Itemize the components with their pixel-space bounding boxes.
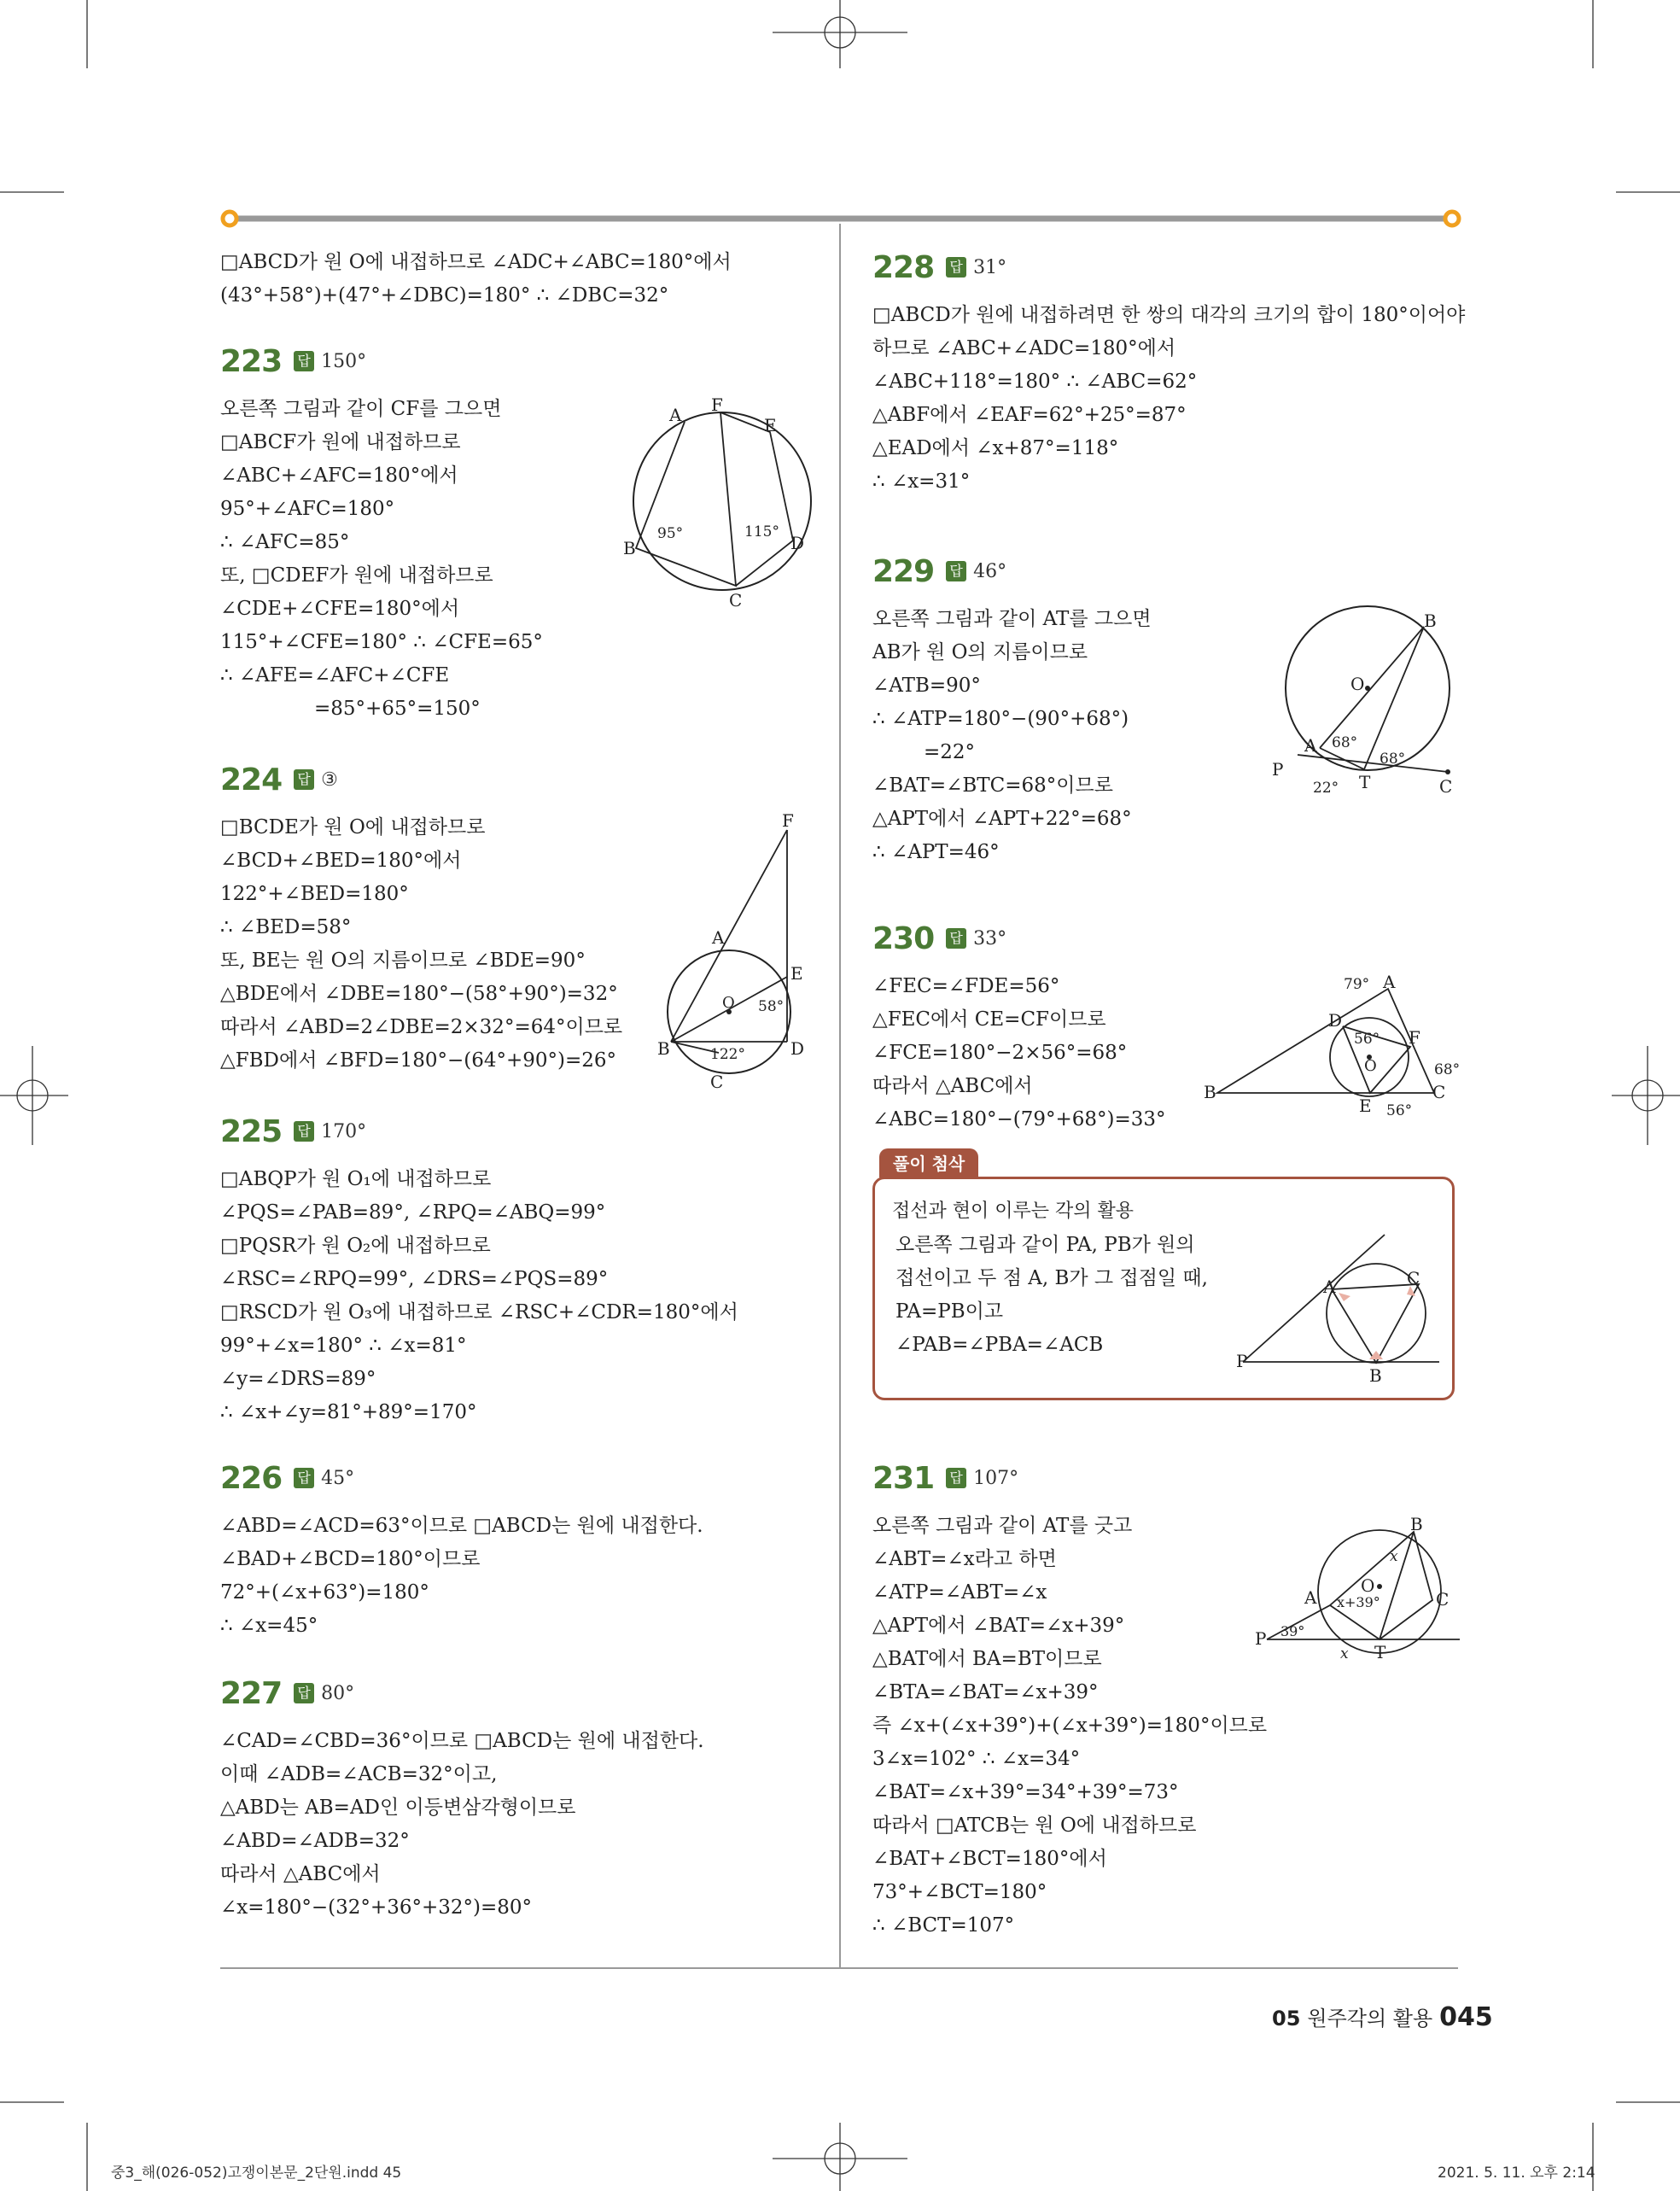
angle-label: x: [1390, 1548, 1398, 1565]
point-label: A: [1383, 972, 1396, 992]
point-label: O: [1361, 1575, 1375, 1596]
point-label: O: [1364, 1057, 1377, 1075]
figure-224: [657, 811, 820, 1101]
angle-label: 68°: [1380, 751, 1406, 768]
top-rule: [218, 207, 1464, 231]
answer-value: 150°: [321, 350, 367, 372]
angle-label: 95°: [657, 525, 684, 542]
problem-225: 225 답 170° □ABQP가 원 O₁에 내접하므로 ∠PQS=∠PAB=89°, ∠RPQ=∠ABQ=99° □PQSR가 원 O₂에 내접하므로 ∠RSC=∠RPQ=99°, ∠DRS=∠PQS=89° □RSCD가 원 O₃에 내접하므로 ∠RSC+∠CDR=180°에서 99°+∠x=180° ∴ ∠x=81° ∠y=∠DRS=89° ∴ ∠x+∠y=81°+89°=170°: [220, 1113, 738, 1423]
point-label: D: [790, 1038, 805, 1059]
angle-label: 56°: [1354, 1031, 1380, 1048]
problem-number: 226: [220, 1460, 283, 1496]
answer-mark: 답: [294, 1121, 314, 1142]
point-label: B: [1410, 1514, 1423, 1534]
point-label: T: [1374, 1642, 1386, 1661]
problem-number: 231: [872, 1460, 935, 1496]
chapter-number: 05: [1272, 2007, 1301, 2030]
bottom-rule: [220, 1967, 1458, 1969]
problem-223: 223 답 150° 오른쪽 그림과 같이 CF를 그으면 □ABCF가 원에 내접하므로 ∠ABC+∠AFC=180°에서 95°+∠AFC=180° ∴ ∠AFC=85° 또, □CDEF가 원에 내접하므로 ∠CDE+∠CFE=180°에서 115°+∠CFE=180° ∴ ∠CFE=65° ∴ ∠AFE=∠AFC+∠CFE =85°+65°=150°: [220, 343, 543, 720]
point-label: C: [1436, 1589, 1450, 1610]
slug-file: 중3_해(026-052)고쟁이본문_2단원.indd 45: [111, 2165, 402, 2182]
angle-label: 122°: [710, 1046, 745, 1063]
problem-226: 226 답 45° ∠ABD=∠ACD=63°이므로 □ABCD는 원에 내접한다. ∠BAD+∠BCD=180°이므로 72°+(∠x+63°)=180° ∴ ∠x=45°: [220, 1460, 703, 1637]
angle-label: 56°: [1386, 1102, 1413, 1119]
answer-mark: 답: [294, 351, 314, 371]
point-label: C: [729, 590, 743, 608]
angle-label: 79°: [1344, 976, 1370, 993]
column-divider: [839, 224, 841, 1967]
answer-value: 33°: [973, 927, 1007, 949]
angle-label: 68°: [1332, 734, 1358, 751]
point-label: B: [657, 1038, 670, 1059]
continuation-text: □ABCD가 원 O에 내접하므로 ∠ADC+∠ABC=180°에서 (43°+58°)+(47°+∠DBC)=180° ∴ ∠DBC=32°: [220, 251, 732, 307]
problem-number: 225: [220, 1113, 283, 1149]
answer-value: 45°: [321, 1467, 355, 1489]
point-label: C: [1439, 776, 1453, 797]
angle-label: 22°: [1313, 780, 1339, 797]
slug-date: 2021. 5. 11. 오후 2:14: [1438, 2165, 1595, 2182]
problem-number: 224: [220, 762, 283, 798]
answer-value: ③: [321, 768, 338, 791]
point-label: B: [1204, 1082, 1216, 1102]
answer-mark: 답: [946, 928, 966, 949]
angle-label: 58°: [758, 998, 785, 1015]
figure-tip: [1229, 1230, 1451, 1388]
problem-227: 227 답 80° ∠CAD=∠CBD=36°이므로 □ABCD는 원에 내접한다. 이때 ∠ADB=∠ACB=32°이고, △ABD는 AB=AD인 이등변삼각형이므로 ∠ABD=∠ADB=32° 따라서 △ABC에서 ∠x=180°−(32°+36°+32°)=80°: [220, 1675, 704, 1919]
angle-label: x+39°: [1337, 1594, 1380, 1610]
point-label: C: [1432, 1082, 1446, 1102]
point-label: F: [711, 394, 723, 415]
problem-224: 224 답 ③ □BCDE가 원 O에 내접하므로 ∠BCD+∠BED=180°에서 122°+∠BED=180° ∴ ∠BED=58° 또, BE는 원 O의 지름이므로 ∠BDE=90° △BDE에서 ∠DBE=180°−(58°+90°)=32° 따라서 ∠ABD=2∠DBE=2×32°=64°이므로 △FBD에서 ∠BFD=180°−(64°+90°)=26°: [220, 762, 623, 1072]
point-label: E: [1359, 1096, 1372, 1116]
answer-value: 46°: [973, 560, 1007, 582]
angle-label: 39°: [1280, 1623, 1305, 1639]
point-label: C: [710, 1072, 724, 1092]
answer-mark: 답: [946, 561, 966, 581]
figure-229: [1272, 603, 1468, 799]
page-number: 045: [1439, 2002, 1493, 2032]
point-label: P: [1272, 759, 1284, 780]
figure-230: [1204, 965, 1468, 1123]
angle-label: x: [1340, 1645, 1349, 1661]
point-label: A: [1304, 1587, 1317, 1608]
problem-number: 227: [220, 1675, 283, 1711]
point-label: O: [1350, 674, 1365, 694]
point-label: T: [1359, 772, 1371, 792]
point-label: O: [722, 994, 735, 1012]
point-label: D: [1328, 1010, 1343, 1031]
answer-mark: 답: [294, 1683, 314, 1703]
chapter-title: 원주각의 활용: [1307, 2007, 1433, 2030]
problem-230: 230 답 33° ∠FEC=∠FDE=56° △FEC에서 CE=CF이므로 ∠FCE=180°−2×56°=68° 따라서 △ABC에서 ∠ABC=180°−(79°+68°)=33°: [872, 920, 1166, 1131]
point-label: E: [790, 963, 803, 984]
point-label: A: [712, 927, 725, 948]
problem-number: 229: [872, 553, 935, 589]
point-label: B: [623, 538, 636, 558]
answer-mark: 답: [946, 257, 966, 278]
point-label: F: [1409, 1027, 1420, 1048]
angle-label: 68°: [1434, 1061, 1461, 1078]
point-label: B: [1369, 1365, 1382, 1386]
answer-value: 80°: [321, 1682, 355, 1704]
point-label: A: [669, 405, 682, 425]
angle-label: 115°: [744, 523, 779, 540]
answer-mark: 답: [294, 1468, 314, 1488]
problem-228: 228 답 31° □ABCD가 원에 내접하려면 한 쌍의 대각의 크기의 합이 180°이어야 하므로 ∠ABC+∠ADC=180°에서 ∠ABC+118°=180° ∴ ∠ABC=62° △ABF에서 ∠EAF=62°+25°=87° △EAD에서 ∠x+87°=118° ∴ ∠x=31°: [872, 249, 1466, 493]
point-label: C: [1407, 1268, 1420, 1288]
answer-value: 31°: [973, 256, 1007, 278]
tip-tag: 풀이 첨삭: [879, 1148, 978, 1177]
point-label: P: [1255, 1628, 1267, 1649]
point-label: E: [764, 415, 777, 435]
answer-value: 170°: [321, 1120, 367, 1142]
page-footer: [1272, 2001, 1493, 2032]
problem-number: 230: [872, 920, 935, 956]
figure-223: [615, 394, 820, 608]
point-label: F: [782, 811, 794, 831]
tip-text: 오른쪽 그림과 같이 PA, PB가 원의 접선이고 두 점 A, B가 그 접점일 때, PA=PB이고 ∠PAB=∠PBA=∠ACB: [895, 1234, 1208, 1356]
point-label: D: [790, 533, 805, 553]
point-label: B: [1424, 611, 1437, 631]
answer-value: 107°: [973, 1467, 1019, 1489]
problem-231: 231 답 107° 오른쪽 그림과 같이 AT를 긋고 ∠ABT=∠x라고 하면 ∠ATP=∠ABT=∠x △APT에서 ∠BAT=∠x+39° △BAT에서 BA=BT이므로 ∠BTA=∠BAT=∠x+39° 즉 ∠x+(∠x+39°)+(∠x+39°)=180°이므로 3∠x=102° ∴ ∠x=34° ∠BAT=∠x+39°=34°+39°=73° 따라서 □ATCB는 원 O에 내접하므로 ∠BAT+∠BCT=180°에서 73°+∠BCT=180° ∴ ∠BCT=107°: [872, 1460, 1268, 1937]
point-label: A: [1304, 735, 1317, 756]
figure-231: [1255, 1511, 1468, 1661]
problem-number: 228: [872, 249, 935, 285]
answer-mark: 답: [946, 1468, 966, 1488]
point-label: P: [1236, 1351, 1248, 1371]
problem-number: 223: [220, 343, 283, 379]
tip-title: 접선과 현이 이루는 각의 활용: [892, 1201, 1134, 1222]
point-label: A: [1323, 1277, 1336, 1297]
problem-229: 229 답 46° 오른쪽 그림과 같이 AT를 그으면 AB가 원 O의 지름이므로 ∠ATB=90° ∴ ∠ATP=180°−(90°+68°) =22° ∠BAT=∠BTC=68°이므로 △APT에서 ∠APT+22°=68° ∴ ∠APT=46°: [872, 553, 1152, 863]
answer-mark: 답: [294, 769, 314, 790]
